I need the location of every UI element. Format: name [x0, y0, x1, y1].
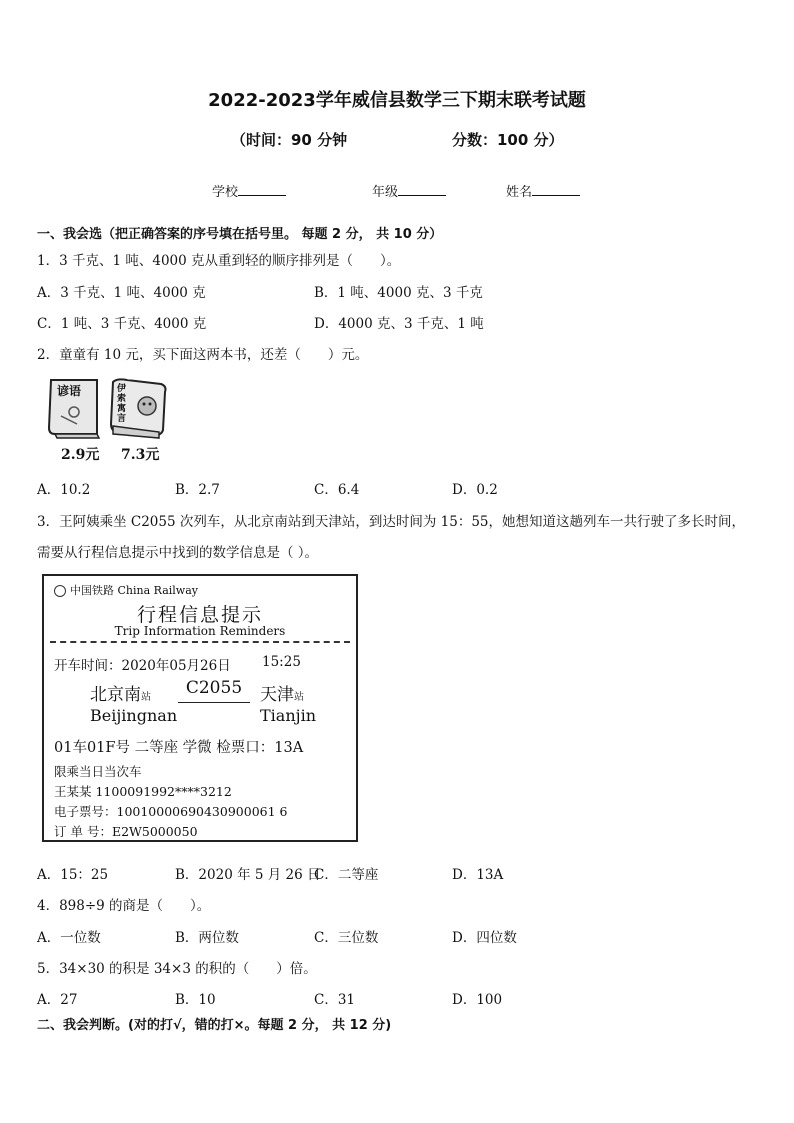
ticket-to-station: 天津站 [260, 685, 304, 705]
question-3-line-2: 需要从行程信息提示中找到的数学信息是（ ）。 [37, 545, 319, 561]
q1-option-a[interactable]: A．3 千克、1 吨、4000 克 [37, 285, 206, 301]
q2-option-a[interactable]: A．10.2 [37, 482, 91, 498]
ticket-title-cn: 行程信息提示 [136, 604, 263, 626]
q2-option-c[interactable]: C．6.4 [314, 482, 360, 498]
q5-option-a[interactable]: A．27 [37, 992, 78, 1008]
name-field [506, 181, 580, 200]
q1-option-b[interactable]: B．1 吨、4000 克、3 千克 [314, 285, 483, 301]
section-1-heading: 一、我会选（把正确答案的序号填在括号里。 每题 2 分， 共 10 分） [37, 227, 443, 242]
q4-option-c[interactable]: C．三位数 [314, 930, 379, 946]
q5-option-c[interactable]: C．31 [314, 992, 356, 1008]
exam-title: 2022-2023学年威信县数学三下期末联考试题 [208, 90, 586, 111]
q2-option-d[interactable]: D．0.2 [452, 482, 498, 498]
q4-option-d[interactable]: D．四位数 [452, 930, 517, 946]
books-illustration [47, 376, 171, 464]
ticket-depart-time: 15:25 [262, 654, 301, 670]
ticket-to-en: Tianjin [260, 706, 317, 725]
grade-field [372, 181, 446, 200]
exam-score: 分数：100 分） [452, 131, 564, 149]
school-field [212, 181, 286, 200]
ticket-depart-date: 开车时间：2020年05月26日 [54, 658, 231, 674]
question-4: 4．898÷9 的商是（ ）。 [37, 898, 211, 914]
ticket-brand: 中国铁路 China Railway [54, 582, 198, 598]
ticket-eticket-number: 电子票号：10010000690430900061 6 [54, 804, 288, 819]
ticket-train-number: C2055 [178, 678, 250, 703]
ticket-passenger: 王某某 1100091992****3212 [54, 784, 232, 799]
ticket-title-en: Trip Information Reminders [114, 624, 286, 638]
ticket-divider [50, 641, 350, 643]
q2-option-b[interactable]: B．2.7 [175, 482, 220, 498]
question-3-line-1: 3．王阿姨乘坐 C2055 次列车，从北京南站到天津站，到达时间为 15：55，她想知道这趟列车一共行驶了多长时间， [37, 514, 746, 530]
book-1-title: 谚语 [57, 384, 82, 398]
name-blank[interactable] [532, 182, 580, 196]
ticket-from-en: Beijingnan [90, 706, 178, 725]
q3-option-c[interactable]: C．二等座 [314, 867, 379, 883]
ticket-order-number: 订 单 号：E2W5000050 [54, 824, 198, 839]
grade-label: 年级 [372, 185, 399, 200]
school-label: 学校 [212, 185, 239, 200]
ticket-seat-info: 01车01F号 二等座 学微 检票口：13A [54, 740, 304, 756]
question-5: 5．34×30 的积是 34×3 的积的（ ）倍。 [37, 961, 317, 977]
q3-option-b[interactable]: B．2020 年 5 月 26 日 [175, 867, 321, 883]
q5-option-d[interactable]: D．100 [452, 992, 503, 1008]
question-2: 2．童童有 10 元，买下面这两本书，还差（ ）元。 [37, 347, 369, 363]
q3-option-d[interactable]: D．13A [452, 867, 504, 883]
question-1: 1．3 千克、1 吨、4000 克从重到轻的顺序排列是（ ）。 [37, 253, 401, 269]
book-2-title: 伊索寓言 [117, 384, 127, 424]
name-label: 姓名 [506, 185, 533, 200]
school-blank[interactable] [238, 182, 286, 196]
exam-time: （时间：90 分钟 [231, 131, 348, 149]
railway-logo-icon [54, 585, 66, 597]
book-1-price: 2.9元 [61, 447, 100, 463]
grade-blank[interactable] [398, 182, 446, 196]
section-2-heading: 二、我会判断。(对的打√，错的打×。每题 2 分， 共 12 分) [37, 1018, 392, 1033]
ticket-limit: 限乘当日当次车 [54, 764, 142, 779]
q4-option-a[interactable]: A．一位数 [37, 930, 101, 946]
q1-option-d[interactable]: D．4000 克、3 千克、1 吨 [314, 316, 484, 332]
book-2-price: 7.3元 [121, 447, 160, 463]
q5-option-b[interactable]: B．10 [175, 992, 216, 1008]
trip-info-ticket [42, 574, 358, 842]
q1-option-c[interactable]: C．1 吨、3 千克、4000 克 [37, 316, 207, 332]
q4-option-b[interactable]: B．两位数 [175, 930, 239, 946]
q3-option-a[interactable]: A．15：25 [37, 867, 109, 883]
ticket-from-station: 北京南站 [90, 685, 151, 705]
